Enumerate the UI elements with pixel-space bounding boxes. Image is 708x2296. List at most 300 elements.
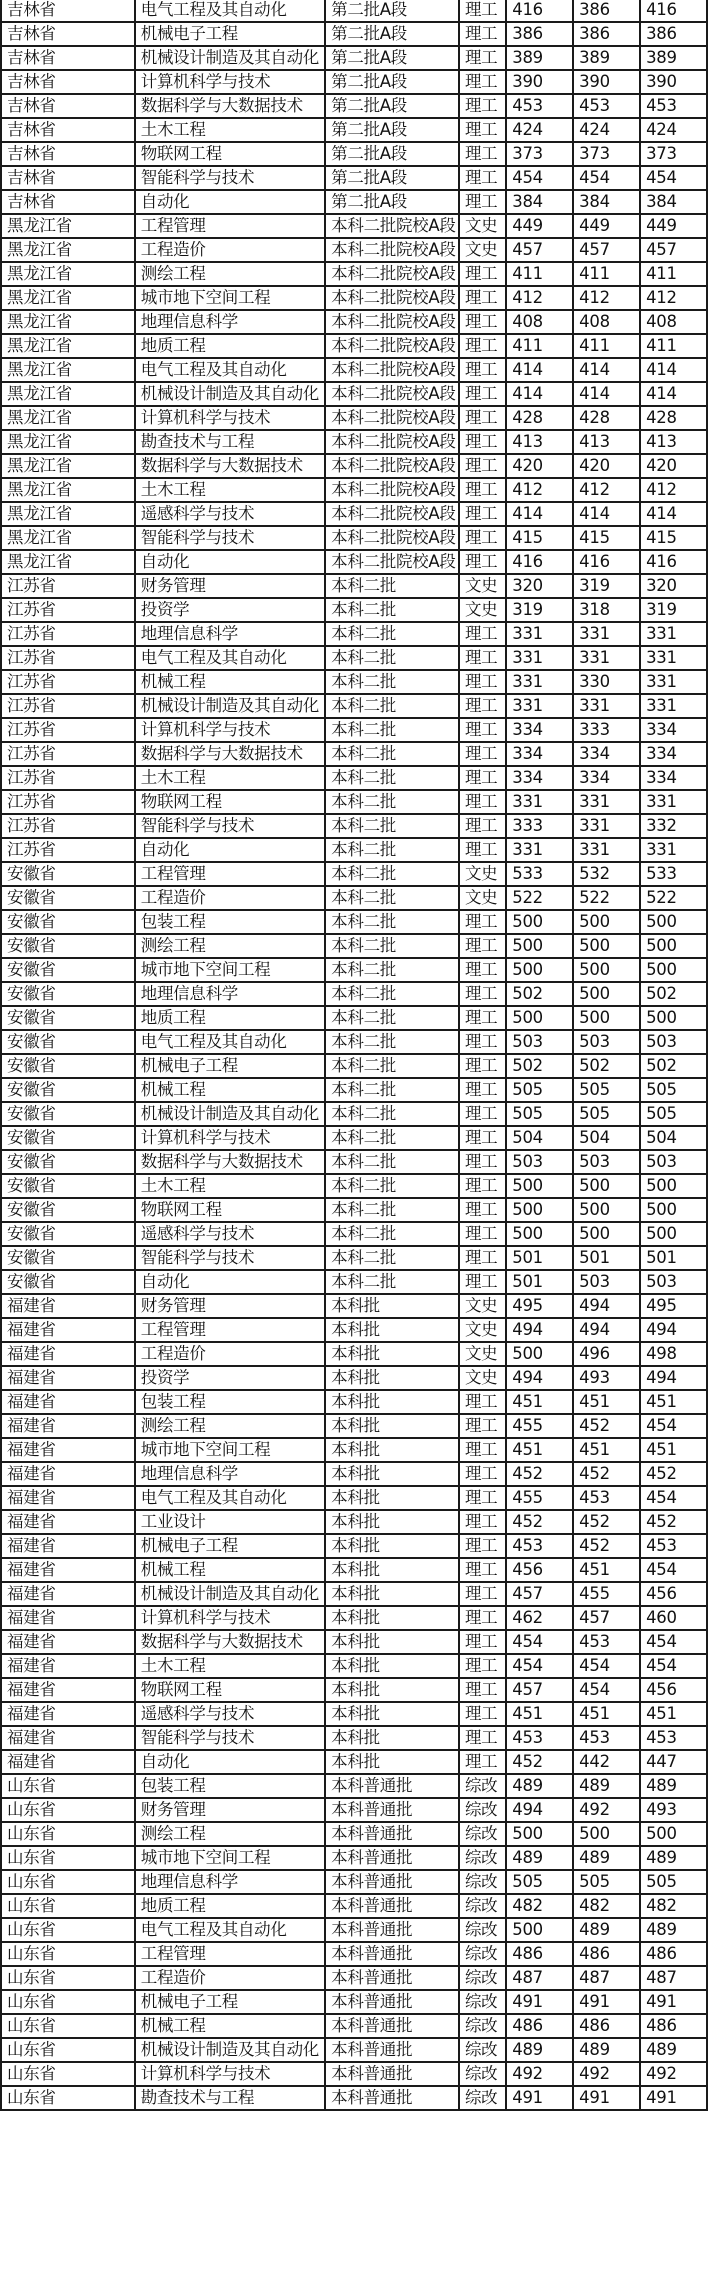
avg-score-cell: 411	[640, 262, 707, 286]
avg-score-cell: 424	[640, 118, 707, 142]
subject-cell: 理工	[459, 1486, 506, 1510]
batch-cell: 第二批A段	[325, 70, 459, 94]
min-score-cell: 486	[573, 2014, 640, 2038]
batch-cell: 第二批A段	[325, 94, 459, 118]
avg-score-cell: 447	[640, 1750, 707, 1774]
table-row	[1, 214, 707, 238]
subject-cell: 理工	[459, 46, 506, 70]
batch-cell: 本科二批	[325, 598, 459, 622]
subject-cell: 综改	[459, 1894, 506, 1918]
batch-cell: 本科二批	[325, 1006, 459, 1030]
min-score-cell: 390	[573, 70, 640, 94]
province-cell: 江苏省	[1, 574, 135, 598]
subject-cell: 理工	[459, 382, 506, 406]
table-row	[1, 958, 707, 982]
major-cell: 数据科学与大数据技术	[135, 454, 325, 478]
major-cell: 工程管理	[135, 1942, 325, 1966]
table-row	[1, 118, 707, 142]
subject-cell: 理工	[459, 1678, 506, 1702]
min-score-cell: 452	[573, 1414, 640, 1438]
province-cell: 福建省	[1, 1750, 135, 1774]
max-score-cell: 416	[506, 0, 573, 22]
batch-cell: 本科二批	[325, 910, 459, 934]
min-score-cell: 500	[573, 958, 640, 982]
major-cell: 城市地下空间工程	[135, 286, 325, 310]
avg-score-cell: 454	[640, 1558, 707, 1582]
table-row	[1, 1870, 707, 1894]
min-score-cell: 496	[573, 1342, 640, 1366]
province-cell: 黑龙江省	[1, 286, 135, 310]
table-row	[1, 862, 707, 886]
province-cell: 江苏省	[1, 742, 135, 766]
avg-score-cell: 414	[640, 358, 707, 382]
table-row	[1, 454, 707, 478]
subject-cell: 文史	[459, 886, 506, 910]
min-score-cell: 452	[573, 1510, 640, 1534]
subject-cell: 理工	[459, 934, 506, 958]
table-body	[1, 0, 707, 2110]
province-cell: 山东省	[1, 1798, 135, 1822]
province-cell: 黑龙江省	[1, 526, 135, 550]
province-cell: 吉林省	[1, 0, 135, 22]
batch-cell: 本科批	[325, 1750, 459, 1774]
min-score-cell: 500	[573, 1006, 640, 1030]
min-score-cell: 491	[573, 1990, 640, 2014]
min-score-cell: 424	[573, 118, 640, 142]
major-cell: 测绘工程	[135, 934, 325, 958]
min-score-cell: 500	[573, 1174, 640, 1198]
avg-score-cell: 503	[640, 1150, 707, 1174]
min-score-cell: 452	[573, 1534, 640, 1558]
subject-cell: 理工	[459, 70, 506, 94]
avg-score-cell: 492	[640, 2062, 707, 2086]
major-cell: 地理信息科学	[135, 982, 325, 1006]
major-cell: 智能科学与技术	[135, 526, 325, 550]
subject-cell: 理工	[459, 118, 506, 142]
subject-cell: 综改	[459, 1774, 506, 1798]
subject-cell: 文史	[459, 1342, 506, 1366]
major-cell: 计算机科学与技术	[135, 406, 325, 430]
avg-score-cell: 415	[640, 526, 707, 550]
major-cell: 工程管理	[135, 862, 325, 886]
batch-cell: 本科二批	[325, 1174, 459, 1198]
min-score-cell: 452	[573, 1462, 640, 1486]
max-score-cell: 412	[506, 478, 573, 502]
province-cell: 江苏省	[1, 670, 135, 694]
max-score-cell: 414	[506, 382, 573, 406]
table-row	[1, 94, 707, 118]
min-score-cell: 504	[573, 1126, 640, 1150]
avg-score-cell: 414	[640, 502, 707, 526]
subject-cell: 理工	[459, 1174, 506, 1198]
avg-score-cell: 501	[640, 1246, 707, 1270]
table-row	[1, 1174, 707, 1198]
subject-cell: 理工	[459, 1726, 506, 1750]
batch-cell: 本科批	[325, 1390, 459, 1414]
min-score-cell: 451	[573, 1702, 640, 1726]
batch-cell: 本科二批	[325, 958, 459, 982]
batch-cell: 本科批	[325, 1534, 459, 1558]
batch-cell: 本科二批院校A段	[325, 286, 459, 310]
major-cell: 遥感科学与技术	[135, 1702, 325, 1726]
major-cell: 土木工程	[135, 478, 325, 502]
table-row	[1, 1054, 707, 1078]
max-score-cell: 331	[506, 694, 573, 718]
avg-score-cell: 486	[640, 2014, 707, 2038]
max-score-cell: 500	[506, 1342, 573, 1366]
batch-cell: 本科二批	[325, 1270, 459, 1294]
max-score-cell: 503	[506, 1030, 573, 1054]
table-row	[1, 2038, 707, 2062]
table-row	[1, 1030, 707, 1054]
max-score-cell: 522	[506, 886, 573, 910]
batch-cell: 本科批	[325, 1462, 459, 1486]
major-cell: 机械电子工程	[135, 1990, 325, 2014]
table-row	[1, 166, 707, 190]
batch-cell: 本科二批	[325, 838, 459, 862]
table-row	[1, 934, 707, 958]
batch-cell: 本科普通批	[325, 1918, 459, 1942]
avg-score-cell: 331	[640, 790, 707, 814]
table-row	[1, 1366, 707, 1390]
table-row	[1, 766, 707, 790]
batch-cell: 本科二批院校A段	[325, 214, 459, 238]
batch-cell: 本科普通批	[325, 1822, 459, 1846]
table-row	[1, 1894, 707, 1918]
subject-cell: 理工	[459, 1198, 506, 1222]
province-cell: 黑龙江省	[1, 406, 135, 430]
major-cell: 自动化	[135, 1750, 325, 1774]
max-score-cell: 489	[506, 1774, 573, 1798]
province-cell: 山东省	[1, 1870, 135, 1894]
table-row	[1, 718, 707, 742]
max-score-cell: 331	[506, 670, 573, 694]
avg-score-cell: 331	[640, 622, 707, 646]
subject-cell: 理工	[459, 94, 506, 118]
batch-cell: 本科二批院校A段	[325, 358, 459, 382]
table-row	[1, 598, 707, 622]
province-cell: 山东省	[1, 1918, 135, 1942]
major-cell: 地质工程	[135, 1894, 325, 1918]
subject-cell: 综改	[459, 1798, 506, 1822]
min-score-cell: 331	[573, 814, 640, 838]
major-cell: 电气工程及其自动化	[135, 358, 325, 382]
min-score-cell: 319	[573, 574, 640, 598]
avg-score-cell: 500	[640, 1174, 707, 1198]
province-cell: 黑龙江省	[1, 382, 135, 406]
max-score-cell: 489	[506, 1846, 573, 1870]
subject-cell: 理工	[459, 166, 506, 190]
avg-score-cell: 500	[640, 934, 707, 958]
min-score-cell: 494	[573, 1294, 640, 1318]
min-score-cell: 503	[573, 1030, 640, 1054]
min-score-cell: 428	[573, 406, 640, 430]
major-cell: 包装工程	[135, 1774, 325, 1798]
major-cell: 机械工程	[135, 1558, 325, 1582]
table-row	[1, 790, 707, 814]
min-score-cell: 492	[573, 1798, 640, 1822]
province-cell: 江苏省	[1, 766, 135, 790]
batch-cell: 第二批A段	[325, 142, 459, 166]
major-cell: 测绘工程	[135, 1414, 325, 1438]
avg-score-cell: 331	[640, 694, 707, 718]
batch-cell: 第二批A段	[325, 0, 459, 22]
min-score-cell: 330	[573, 670, 640, 694]
avg-score-cell: 505	[640, 1078, 707, 1102]
major-cell: 自动化	[135, 1270, 325, 1294]
table-row	[1, 1630, 707, 1654]
batch-cell: 本科批	[325, 1438, 459, 1462]
batch-cell: 本科二批	[325, 862, 459, 886]
min-score-cell: 493	[573, 1366, 640, 1390]
province-cell: 黑龙江省	[1, 214, 135, 238]
max-score-cell: 486	[506, 2014, 573, 2038]
subject-cell: 理工	[459, 0, 506, 22]
batch-cell: 本科二批院校A段	[325, 382, 459, 406]
avg-score-cell: 454	[640, 1630, 707, 1654]
major-cell: 工程管理	[135, 214, 325, 238]
min-score-cell: 500	[573, 1822, 640, 1846]
major-cell: 电气工程及其自动化	[135, 646, 325, 670]
avg-score-cell: 413	[640, 430, 707, 454]
province-cell: 山东省	[1, 1894, 135, 1918]
batch-cell: 第二批A段	[325, 190, 459, 214]
max-score-cell: 494	[506, 1366, 573, 1390]
major-cell: 物联网工程	[135, 790, 325, 814]
subject-cell: 文史	[459, 238, 506, 262]
table-row	[1, 46, 707, 70]
max-score-cell: 495	[506, 1294, 573, 1318]
major-cell: 智能科学与技术	[135, 1726, 325, 1750]
major-cell: 自动化	[135, 550, 325, 574]
subject-cell: 理工	[459, 1702, 506, 1726]
province-cell: 安徽省	[1, 1102, 135, 1126]
max-score-cell: 390	[506, 70, 573, 94]
max-score-cell: 457	[506, 1582, 573, 1606]
table-row	[1, 1774, 707, 1798]
max-score-cell: 505	[506, 1870, 573, 1894]
province-cell: 黑龙江省	[1, 238, 135, 262]
max-score-cell: 501	[506, 1246, 573, 1270]
major-cell: 智能科学与技术	[135, 814, 325, 838]
province-cell: 吉林省	[1, 142, 135, 166]
table-row	[1, 478, 707, 502]
major-cell: 计算机科学与技术	[135, 1126, 325, 1150]
max-score-cell: 452	[506, 1462, 573, 1486]
subject-cell: 理工	[459, 430, 506, 454]
max-score-cell: 411	[506, 334, 573, 358]
batch-cell: 本科二批	[325, 1126, 459, 1150]
subject-cell: 理工	[459, 838, 506, 862]
major-cell: 智能科学与技术	[135, 166, 325, 190]
min-score-cell: 505	[573, 1870, 640, 1894]
table-row	[1, 142, 707, 166]
avg-score-cell: 332	[640, 814, 707, 838]
min-score-cell: 454	[573, 1654, 640, 1678]
major-cell: 投资学	[135, 598, 325, 622]
province-cell: 福建省	[1, 1486, 135, 1510]
avg-score-cell: 451	[640, 1702, 707, 1726]
min-score-cell: 500	[573, 1222, 640, 1246]
table-row	[1, 1102, 707, 1126]
batch-cell: 本科批	[325, 1342, 459, 1366]
min-score-cell: 331	[573, 622, 640, 646]
subject-cell: 理工	[459, 1606, 506, 1630]
province-cell: 江苏省	[1, 694, 135, 718]
avg-score-cell: 331	[640, 646, 707, 670]
subject-cell: 理工	[459, 334, 506, 358]
max-score-cell: 449	[506, 214, 573, 238]
major-cell: 土木工程	[135, 118, 325, 142]
subject-cell: 理工	[459, 22, 506, 46]
batch-cell: 本科批	[325, 1582, 459, 1606]
province-cell: 福建省	[1, 1702, 135, 1726]
province-cell: 福建省	[1, 1294, 135, 1318]
major-cell: 机械设计制造及其自动化	[135, 2038, 325, 2062]
subject-cell: 理工	[459, 1390, 506, 1414]
major-cell: 机械电子工程	[135, 1054, 325, 1078]
avg-score-cell: 412	[640, 286, 707, 310]
max-score-cell: 500	[506, 1198, 573, 1222]
avg-score-cell: 460	[640, 1606, 707, 1630]
avg-score-cell: 482	[640, 1894, 707, 1918]
major-cell: 机械设计制造及其自动化	[135, 1582, 325, 1606]
subject-cell: 理工	[459, 1102, 506, 1126]
avg-score-cell: 489	[640, 2038, 707, 2062]
avg-score-cell: 494	[640, 1366, 707, 1390]
batch-cell: 本科普通批	[325, 2038, 459, 2062]
subject-cell: 理工	[459, 406, 506, 430]
min-score-cell: 331	[573, 646, 640, 670]
subject-cell: 综改	[459, 1846, 506, 1870]
table-row	[1, 2086, 707, 2110]
table-row	[1, 1966, 707, 1990]
major-cell: 电气工程及其自动化	[135, 0, 325, 22]
avg-score-cell: 498	[640, 1342, 707, 1366]
avg-score-cell: 416	[640, 550, 707, 574]
batch-cell: 本科二批院校A段	[325, 550, 459, 574]
province-cell: 福建省	[1, 1414, 135, 1438]
subject-cell: 理工	[459, 814, 506, 838]
batch-cell: 本科二批	[325, 1198, 459, 1222]
min-score-cell: 415	[573, 526, 640, 550]
max-score-cell: 502	[506, 982, 573, 1006]
avg-score-cell: 454	[640, 1486, 707, 1510]
max-score-cell: 500	[506, 910, 573, 934]
major-cell: 地理信息科学	[135, 1462, 325, 1486]
avg-score-cell: 500	[640, 910, 707, 934]
avg-score-cell: 493	[640, 1798, 707, 1822]
avg-score-cell: 533	[640, 862, 707, 886]
batch-cell: 本科二批	[325, 718, 459, 742]
max-score-cell: 505	[506, 1078, 573, 1102]
avg-score-cell: 428	[640, 406, 707, 430]
avg-score-cell: 451	[640, 1438, 707, 1462]
max-score-cell: 334	[506, 718, 573, 742]
max-score-cell: 494	[506, 1798, 573, 1822]
table-row	[1, 430, 707, 454]
min-score-cell: 318	[573, 598, 640, 622]
subject-cell: 综改	[459, 1822, 506, 1846]
avg-score-cell: 453	[640, 1726, 707, 1750]
avg-score-cell: 414	[640, 382, 707, 406]
min-score-cell: 453	[573, 94, 640, 118]
subject-cell: 理工	[459, 1030, 506, 1054]
batch-cell: 本科二批	[325, 1078, 459, 1102]
subject-cell: 理工	[459, 454, 506, 478]
avg-score-cell: 412	[640, 478, 707, 502]
subject-cell: 理工	[459, 550, 506, 574]
province-cell: 江苏省	[1, 718, 135, 742]
province-cell: 安徽省	[1, 886, 135, 910]
table-row	[1, 406, 707, 430]
province-cell: 安徽省	[1, 1054, 135, 1078]
major-cell: 数据科学与大数据技术	[135, 94, 325, 118]
avg-score-cell: 331	[640, 838, 707, 862]
batch-cell: 本科二批	[325, 790, 459, 814]
batch-cell: 本科批	[325, 1414, 459, 1438]
max-score-cell: 408	[506, 310, 573, 334]
batch-cell: 本科二批	[325, 934, 459, 958]
subject-cell: 综改	[459, 2086, 506, 2110]
province-cell: 黑龙江省	[1, 502, 135, 526]
avg-score-cell: 449	[640, 214, 707, 238]
province-cell: 安徽省	[1, 1030, 135, 1054]
subject-cell: 理工	[459, 718, 506, 742]
batch-cell: 本科二批	[325, 766, 459, 790]
min-score-cell: 453	[573, 1486, 640, 1510]
batch-cell: 本科普通批	[325, 1990, 459, 2014]
avg-score-cell: 390	[640, 70, 707, 94]
min-score-cell: 500	[573, 934, 640, 958]
min-score-cell: 500	[573, 1198, 640, 1222]
province-cell: 江苏省	[1, 790, 135, 814]
min-score-cell: 454	[573, 166, 640, 190]
min-score-cell: 334	[573, 766, 640, 790]
table-row	[1, 1534, 707, 1558]
major-cell: 地质工程	[135, 334, 325, 358]
batch-cell: 本科二批	[325, 670, 459, 694]
batch-cell: 第二批A段	[325, 46, 459, 70]
table-row	[1, 1702, 707, 1726]
subject-cell: 理工	[459, 1150, 506, 1174]
province-cell: 江苏省	[1, 646, 135, 670]
major-cell: 物联网工程	[135, 1678, 325, 1702]
avg-score-cell: 454	[640, 166, 707, 190]
max-score-cell: 453	[506, 1726, 573, 1750]
province-cell: 福建省	[1, 1558, 135, 1582]
major-cell: 城市地下空间工程	[135, 1846, 325, 1870]
batch-cell: 本科批	[325, 1318, 459, 1342]
subject-cell: 理工	[459, 958, 506, 982]
min-score-cell: 522	[573, 886, 640, 910]
table-row	[1, 1582, 707, 1606]
province-cell: 江苏省	[1, 838, 135, 862]
table-row	[1, 1798, 707, 1822]
major-cell: 数据科学与大数据技术	[135, 742, 325, 766]
min-score-cell: 502	[573, 1054, 640, 1078]
batch-cell: 本科普通批	[325, 1894, 459, 1918]
subject-cell: 理工	[459, 982, 506, 1006]
min-score-cell: 455	[573, 1582, 640, 1606]
table-row	[1, 1414, 707, 1438]
avg-score-cell: 416	[640, 0, 707, 22]
province-cell: 安徽省	[1, 1222, 135, 1246]
table-row	[1, 22, 707, 46]
table-row	[1, 1078, 707, 1102]
max-score-cell: 452	[506, 1750, 573, 1774]
avg-score-cell: 522	[640, 886, 707, 910]
